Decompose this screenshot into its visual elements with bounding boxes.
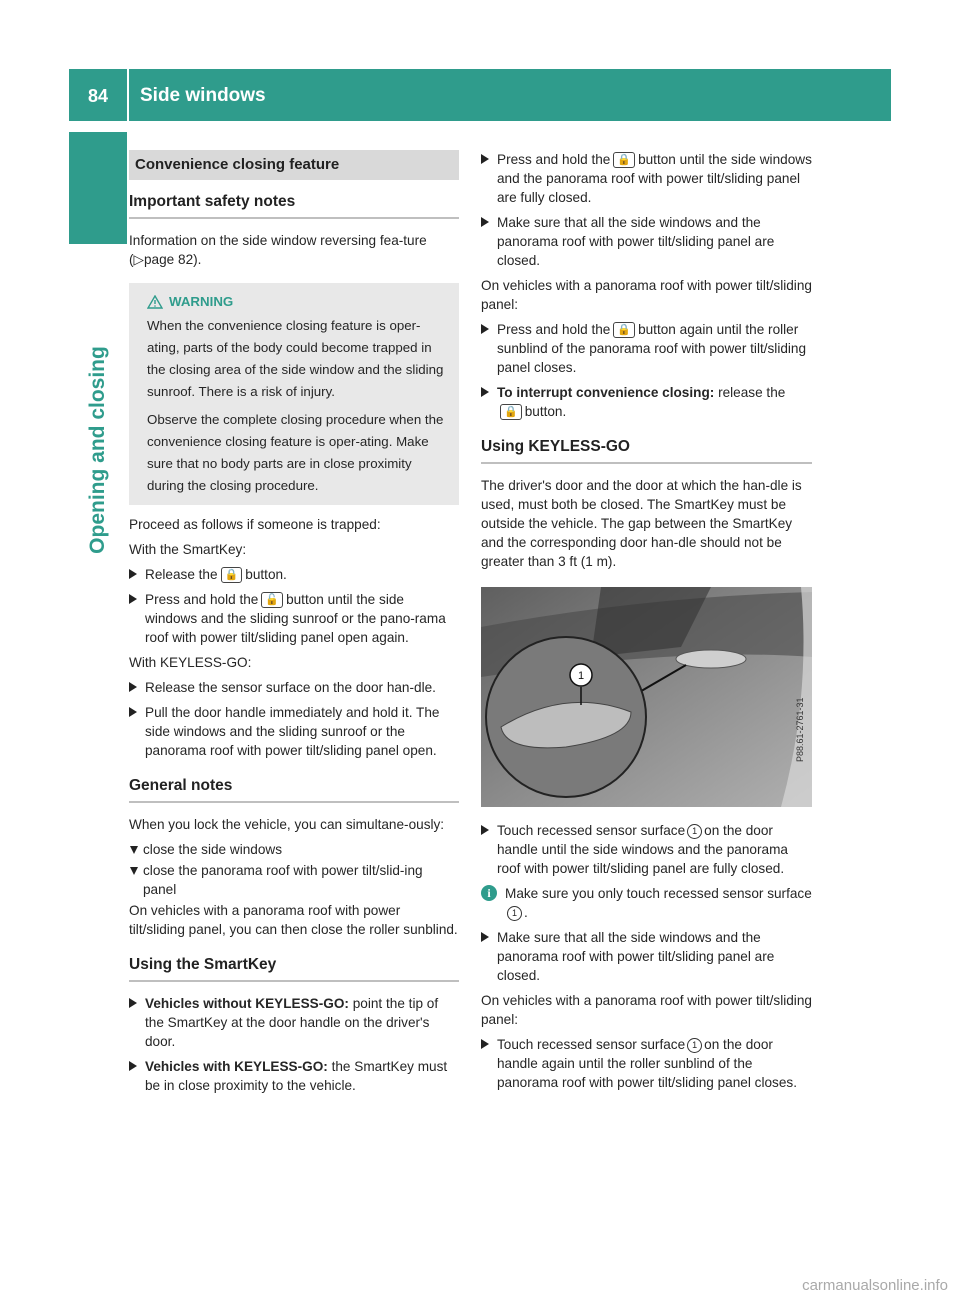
lock-button-icon: 🔒 <box>500 404 522 420</box>
warning-box <box>129 283 459 505</box>
general-outro: On vehicles with a panorama roof with power tilt/sliding panel, you can then close the roller sunblind. <box>129 903 458 937</box>
page-number: 84 <box>87 86 109 106</box>
step-arrow-icon <box>481 154 489 164</box>
step-item: Make sure that all the side windows and the panorama roof with power tilt/sliding panel are closed. <box>481 928 812 985</box>
step-item: Pull the door handle immediately and hold it. The side windows and the sliding sunroof or the panorama roof with power tilt/sliding panel open. <box>129 703 459 760</box>
step-arrow-icon <box>129 1061 137 1071</box>
keyless-panorama-intro: On vehicles with a panorama roof with power tilt/sliding panel: <box>481 993 812 1027</box>
unlock-button-icon: 🔓 <box>261 592 283 608</box>
bullet-item: close the side windows <box>129 840 459 859</box>
smartkey-heading: Using the SmartKey <box>129 955 459 982</box>
lock-button-icon: 🔒 <box>613 152 635 168</box>
right-column <box>481 150 812 1098</box>
step-arrow-icon <box>129 707 137 717</box>
keyless-heading: Using KEYLESS-GO <box>481 437 812 464</box>
bullet-icon <box>130 867 138 875</box>
sidebar-tab <box>69 132 127 244</box>
callout-number: 1 <box>577 670 585 682</box>
callout-ref: 1 <box>507 906 522 921</box>
step-item: Touch recessed sensor surface 1 on the door handle until the side windows and the panorama roof with power tilt/sliding panel are fully closed. <box>481 821 812 878</box>
with-smartkey-label: With the SmartKey: <box>129 542 247 557</box>
step-arrow-icon <box>481 324 489 334</box>
warning-title <box>147 291 451 313</box>
step-arrow-icon <box>129 998 137 1008</box>
keyless-intro: The driver's door and the door at which the han-dle is used, must both be closed. The SmartKey must be outside the vehicle. The gap between the SmartKey and the corresponding door han-dle should not be greater than 3 ft (1 m). <box>481 478 802 569</box>
page-ref-arrow-icon: ▷ <box>133 252 144 267</box>
door-handle-photo <box>481 587 812 807</box>
general-notes-heading: General notes <box>129 776 459 803</box>
photo-code: P88.61-2761-31 <box>795 697 805 762</box>
safety-heading: Important safety notes <box>129 192 459 219</box>
left-column <box>129 150 459 1101</box>
convenience-heading: Convenience closing feature <box>129 150 459 180</box>
step-item: Make sure that all the side windows and the panorama roof with power tilt/sliding panel are closed. <box>481 213 812 270</box>
step-item: Release the sensor surface on the door han-dle. <box>129 678 459 697</box>
intro-text: Information on the side window reversing fea-ture ( <box>129 233 427 267</box>
intro-ref[interactable]: page 82). <box>144 252 202 267</box>
step-arrow-icon <box>129 594 137 604</box>
trapped-intro: Proceed as follows if someone is trapped: <box>129 517 381 532</box>
bullet-icon <box>130 846 138 854</box>
sidebar-chapter-label: Opening and closing <box>86 346 109 554</box>
step-arrow-icon <box>481 825 489 835</box>
callout-ref: 1 <box>687 824 702 839</box>
step-item: Release the 🔒 button. <box>129 565 459 584</box>
callout-ref: 1 <box>687 1038 702 1053</box>
step-arrow-icon <box>129 569 137 579</box>
panorama-intro: On vehicles with a panorama roof with power tilt/sliding panel: <box>481 278 812 312</box>
step-arrow-icon <box>481 217 489 227</box>
step-arrow-icon <box>129 682 137 692</box>
warning-label: WARNING <box>169 294 234 309</box>
lock-button-icon: 🔒 <box>613 322 635 338</box>
step-item: Press and hold the 🔒 button until the side windows and the panorama roof with power tilt/sliding panel are fully closed. <box>481 150 812 207</box>
general-intro: When you lock the vehicle, you can simultane-ously: <box>129 817 445 832</box>
header-divider <box>127 69 129 121</box>
info-note: i Make sure you only touch recessed sensor surface1 . <box>481 884 812 922</box>
footer-watermark: carmanualsonline.info <box>802 1277 948 1294</box>
step-arrow-icon <box>481 387 489 397</box>
bullet-item: close the panorama roof with power tilt/slid-ing panel <box>129 861 459 899</box>
step-arrow-icon <box>481 932 489 942</box>
step-item: Press and hold the 🔒 button again until the roller sunblind of the panorama roof with power tilt/sliding panel closes. <box>481 320 812 377</box>
warning-para-2: Observe the complete closing procedure when the convenience closing feature is oper-ating. Make sure that no body parts are in close proximity during the closing procedure. <box>147 412 444 493</box>
page-title: Side windows <box>140 85 266 106</box>
step-item: Press and hold the 🔓 button until the side windows and the sliding sunroof or the pano-rama roof with power tilt/sliding panel open again. <box>129 590 459 647</box>
info-icon: i <box>481 885 497 901</box>
step-item: Vehicles without KEYLESS-GO: point the tip of the SmartKey at the door handle on the driver's door. <box>129 994 459 1051</box>
step-item: Vehicles with KEYLESS-GO: the SmartKey must be in close proximity to the vehicle. <box>129 1057 459 1095</box>
lock-button-icon: 🔒 <box>221 567 243 583</box>
step-arrow-icon <box>481 1039 489 1049</box>
step-item: Touch recessed sensor surface 1 on the door handle again until the roller sunblind of the panorama roof with power tilt/sliding panel closes. <box>481 1035 812 1092</box>
warning-triangle-icon <box>147 295 163 309</box>
step-item: To interrupt convenience closing: release the🔒 button. <box>481 383 812 421</box>
with-keyless-label: With KEYLESS-GO: <box>129 655 252 670</box>
warning-para-1: When the convenience closing feature is oper-ating, parts of the body could become trapped in the closing area of the side window and the sliding sunroof. There is a risk of injury. <box>147 318 444 399</box>
door-handle-illustration <box>481 587 812 807</box>
intro-paragraph <box>129 231 459 269</box>
